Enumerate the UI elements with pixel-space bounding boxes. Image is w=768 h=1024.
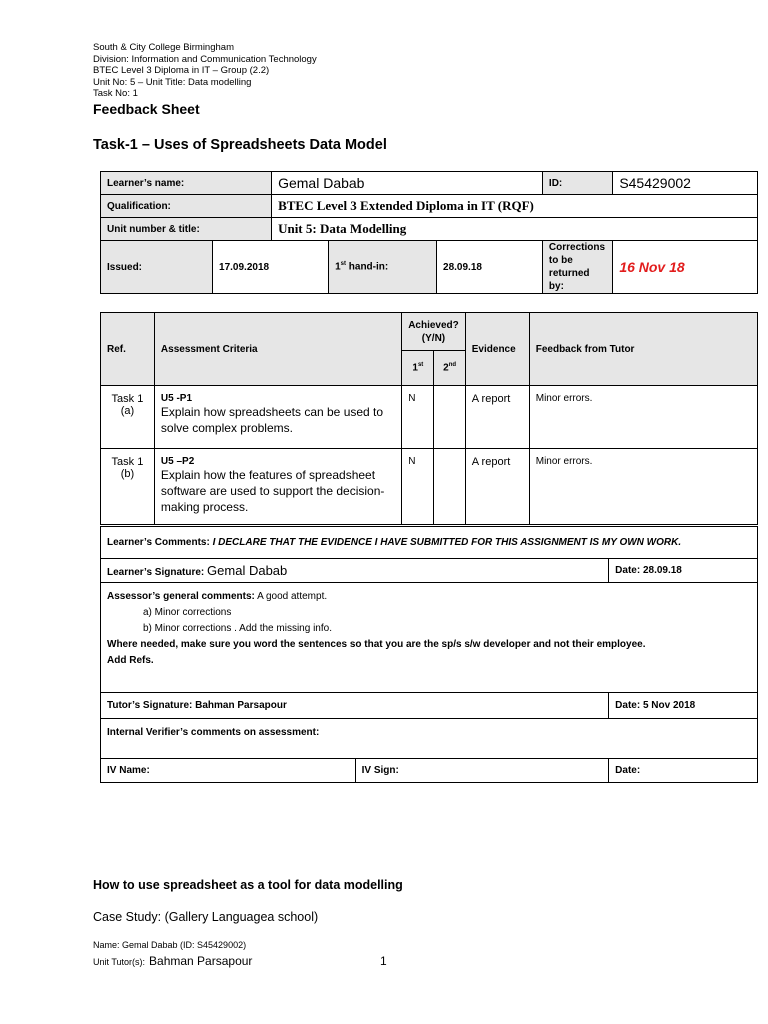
iv-sign: IV Sign: xyxy=(355,759,609,783)
col-ref: Ref. xyxy=(101,313,155,386)
row-ref: Task 1 (b) xyxy=(101,449,155,525)
row-second xyxy=(434,386,465,449)
corrections-label: Corrections to be returned by: xyxy=(542,241,612,294)
table-row xyxy=(101,449,758,525)
sheet-title: Feedback Sheet xyxy=(93,101,200,117)
document-header xyxy=(93,42,317,100)
header-unit: Unit No: 5 – Unit Title: Data modelling xyxy=(93,76,252,88)
id-value: S45429002 xyxy=(613,172,758,195)
section-heading: How to use spreadsheet as a tool for data modelling xyxy=(93,878,403,892)
header-division: Division: Information and Communication Technology xyxy=(93,53,317,65)
row-criteria: U5 –P2 Explain how the features of spreadsheet software are used to support the decision-making process. xyxy=(154,449,401,525)
assessor-general-comments: Assessor’s general comments: A good attempt. a) Minor corrections b) Minor corrections . Add the missing info. Where needed, make sure you word the sentences so that you are the sp/s s/w developer and not their employee. Add Refs. xyxy=(101,583,758,693)
row-evidence: A report xyxy=(465,449,529,525)
row-feedback: Minor errors. xyxy=(529,449,757,525)
learner-name-value: Gemal Dabab xyxy=(272,172,543,195)
learner-signature: Learner’s Signature: Gemal Dabab xyxy=(101,559,609,583)
learner-name-label: Learner’s name: xyxy=(101,172,272,195)
row-first: N xyxy=(402,386,434,449)
col-achieved: Achieved? (Y/N) xyxy=(402,313,466,351)
case-study: Case Study: (Gallery Languagea school) xyxy=(93,910,319,924)
row-criteria: U5 -P1 Explain how spreadsheets can be used to solve complex problems. xyxy=(154,386,401,449)
issued-value: 17.09.2018 xyxy=(213,241,329,294)
comments-list xyxy=(107,605,751,637)
col-evidence: Evidence xyxy=(465,313,529,386)
header-college: South & City College Birmingham xyxy=(93,42,234,53)
task-title: Task-1 – Uses of Spreadsheets Data Model xyxy=(93,137,387,153)
assessment-criteria-table xyxy=(100,312,758,525)
qualification-value: BTEC Level 3 Extended Diploma in IT (RQF) xyxy=(272,195,758,218)
tutor-date: Date: 5 Nov 2018 xyxy=(609,693,758,719)
handin-value: 28.09.18 xyxy=(437,241,543,294)
list-item: b) Minor corrections . Add the missing info. xyxy=(143,623,332,634)
qualification-label: Qualification: xyxy=(101,195,272,218)
row-feedback: Minor errors. xyxy=(529,386,757,449)
col-second-attempt: 2nd xyxy=(434,351,465,386)
header-course: BTEC Level 3 Diploma in IT – Group (2.2) xyxy=(93,65,270,76)
header-task: Task No: 1 xyxy=(93,88,138,99)
tutor-signature: Tutor’s Signature: Bahman Parsapour xyxy=(101,693,609,719)
col-feedback: Feedback from Tutor xyxy=(529,313,757,386)
row-first: N xyxy=(402,449,434,525)
learner-info-table xyxy=(100,171,758,294)
col-first-attempt: 1st xyxy=(402,351,434,386)
table-row xyxy=(101,386,758,449)
footer-name: Name: Gemal Dabab (ID: S45429002) xyxy=(93,940,247,950)
id-label: ID: xyxy=(542,172,612,195)
handin-label: 1st hand-in: xyxy=(329,241,437,294)
iv-comments: Internal Verifier’s comments on assessment: xyxy=(101,719,758,759)
iv-date: Date: xyxy=(609,759,758,783)
unit-value: Unit 5: Data Modelling xyxy=(272,218,758,241)
page-number: 1 xyxy=(380,954,387,968)
list-item: a) Minor corrections xyxy=(143,607,232,618)
learner-signature-date: Date: 28.09.18 xyxy=(609,559,758,583)
unit-label: Unit number & title: xyxy=(101,218,272,241)
row-ref: Task 1 (a) xyxy=(101,386,155,449)
assessment-table xyxy=(100,526,758,783)
issued-label: Issued: xyxy=(101,241,213,294)
corrections-value: 16 Nov 18 xyxy=(613,241,758,294)
iv-name: IV Name: xyxy=(101,759,356,783)
row-evidence: A report xyxy=(465,386,529,449)
footer-tutor: Unit Tutor(s): Bahman Parsapour 1 xyxy=(93,954,387,968)
row-second xyxy=(434,449,465,525)
learner-comments: Learner’s Comments: I DECLARE THAT THE EVIDENCE I HAVE SUBMITTED FOR THIS ASSIGNMENT IS MY OWN WORK. xyxy=(101,527,758,559)
col-criteria: Assessment Criteria xyxy=(154,313,401,386)
